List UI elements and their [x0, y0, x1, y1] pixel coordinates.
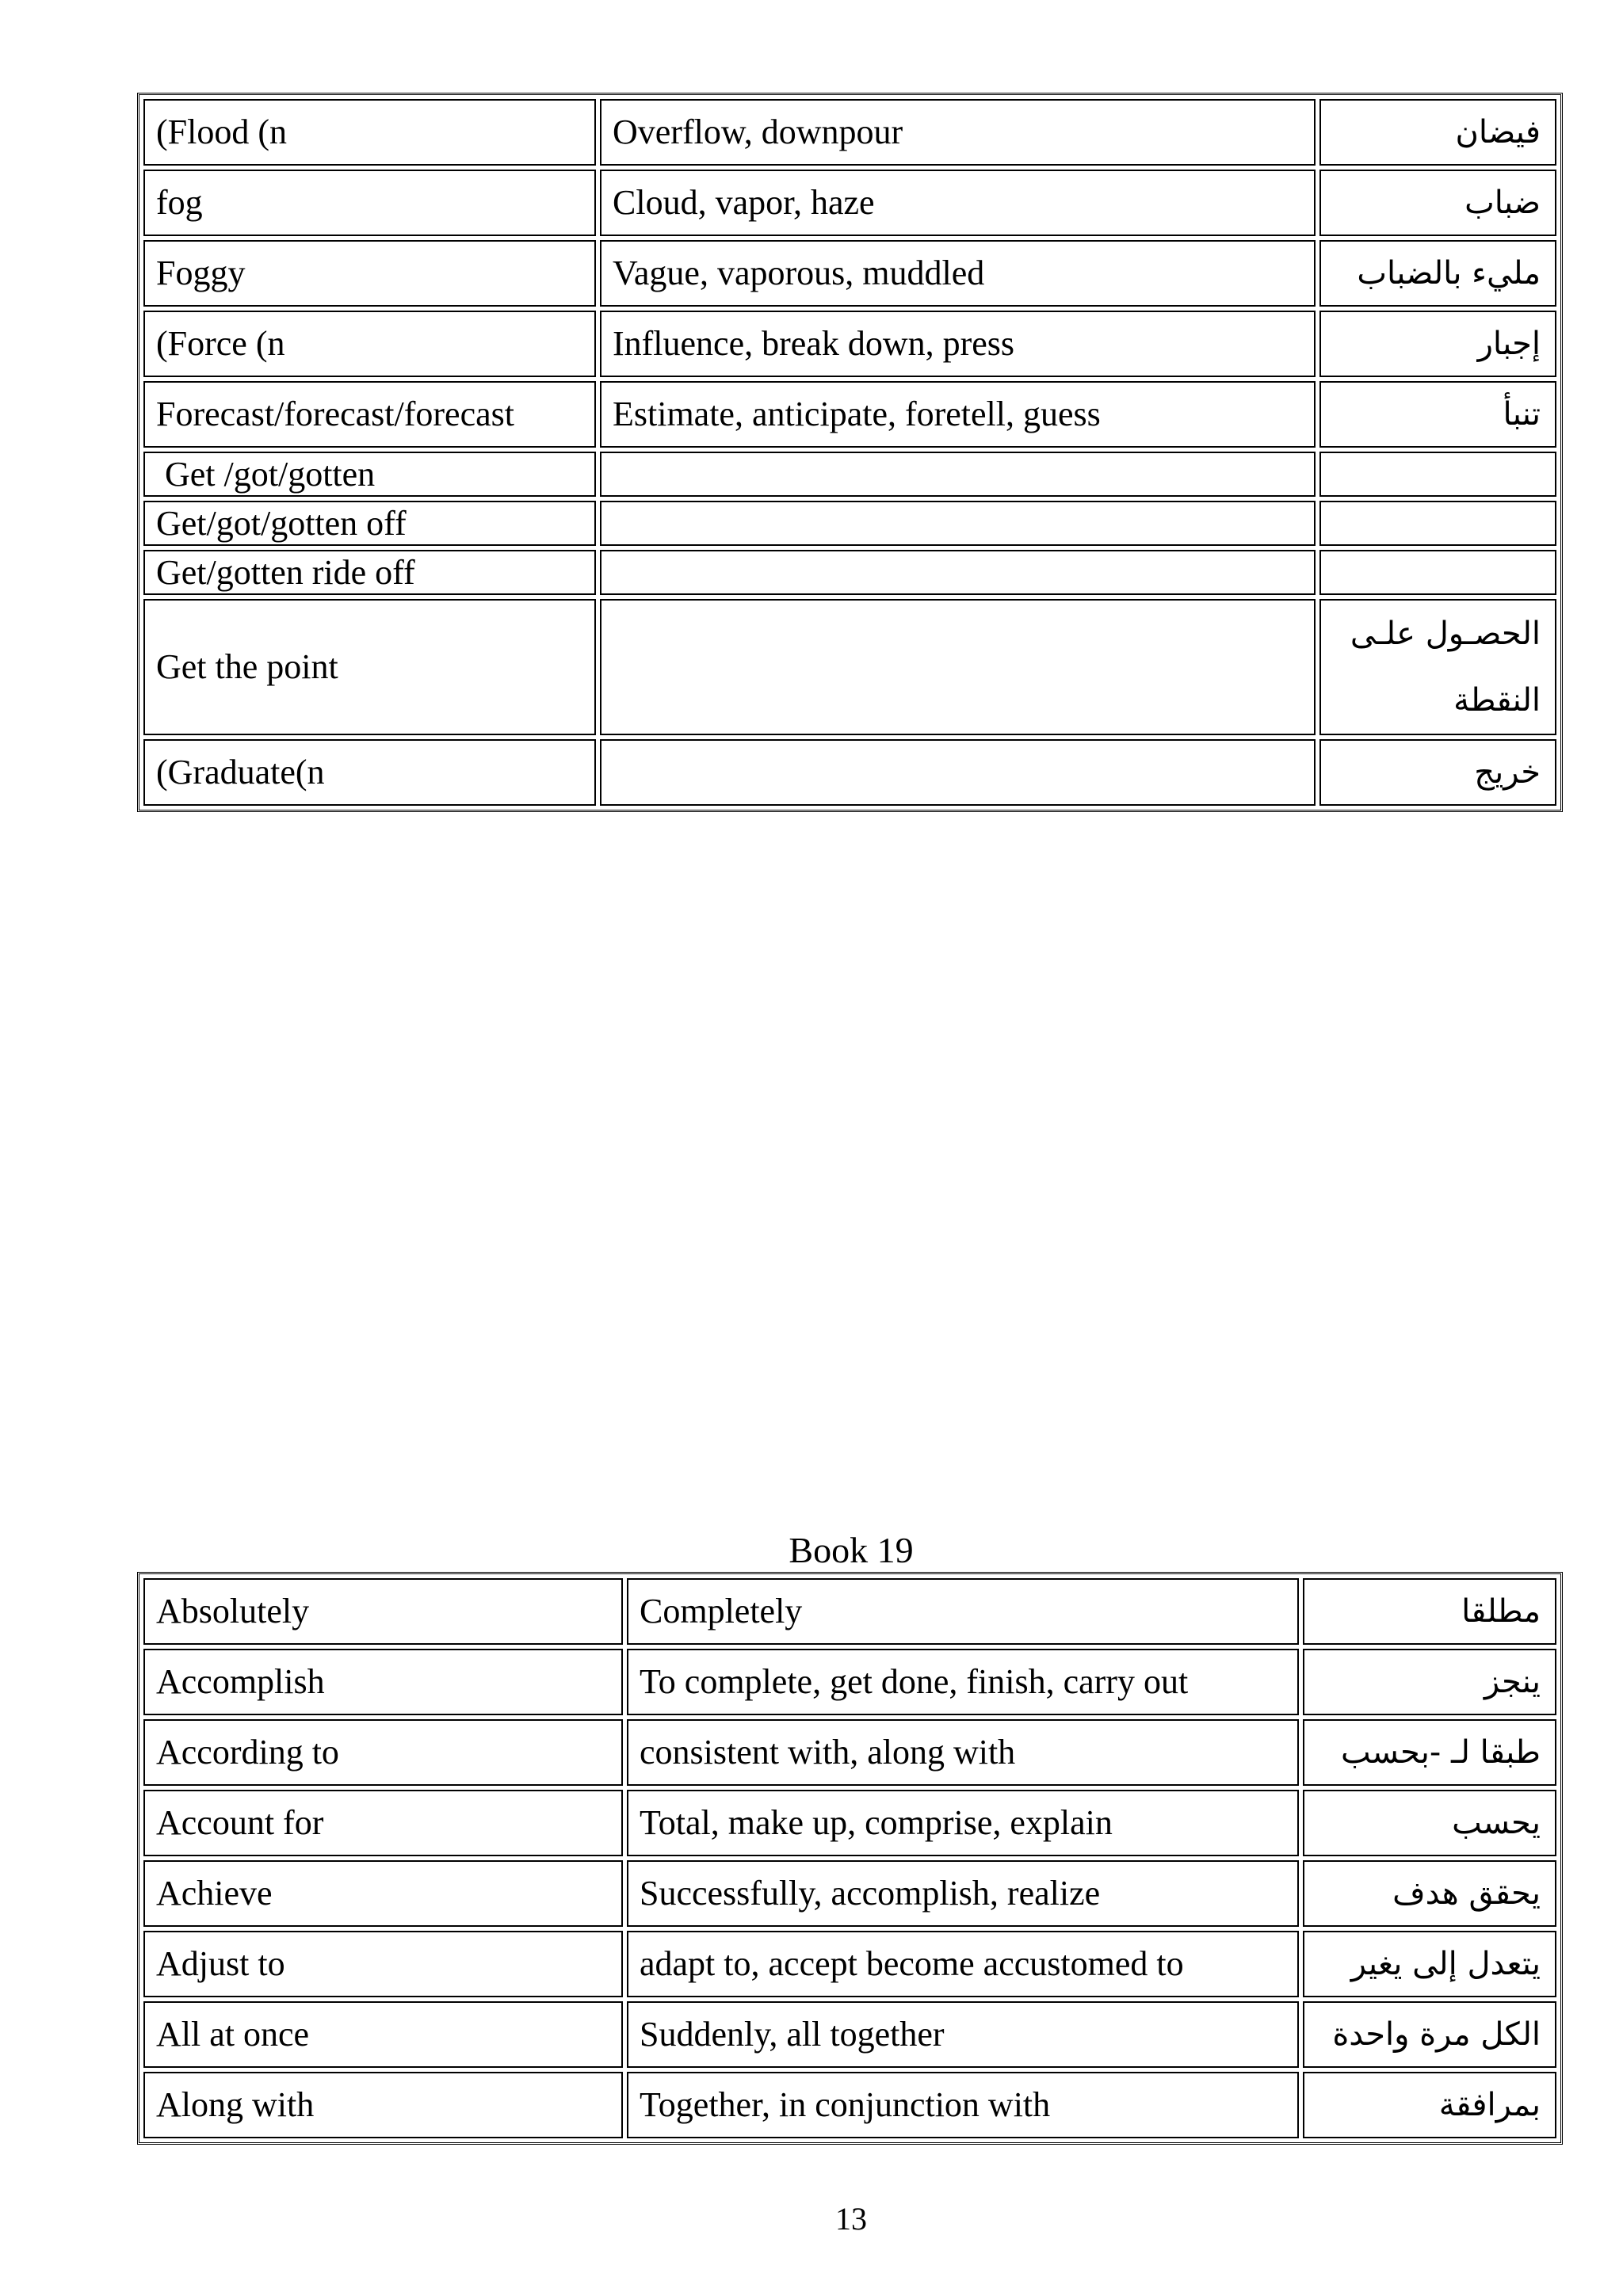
synonyms-cell: adapt to, accept become accustomed to — [627, 1931, 1299, 1997]
term-cell: Get /got/gotten — [143, 452, 596, 497]
arabic-cell: ضباب — [1319, 170, 1556, 236]
synonyms-cell — [600, 739, 1316, 806]
synonyms-cell: Completely — [627, 1578, 1299, 1645]
synonyms-cell: Successfully, accomplish, realize — [627, 1860, 1299, 1927]
arabic-cell: مليء بالضباب — [1319, 240, 1556, 307]
table-row — [143, 1931, 1556, 1997]
arabic-cell — [1319, 550, 1556, 595]
term-cell: All at once — [143, 2001, 623, 2068]
term-cell: Accomplish — [143, 1649, 623, 1715]
table-row — [143, 452, 1556, 497]
arabic-cell: يحقق هدف — [1303, 1860, 1556, 1927]
table-row — [143, 170, 1556, 236]
synonyms-cell: To complete, get done, finish, carry out — [627, 1649, 1299, 1715]
arabic-cell: طبقا لـ -بحسب — [1303, 1719, 1556, 1786]
term-cell: Foggy — [143, 240, 596, 307]
page-number: 13 — [835, 2201, 867, 2237]
term-cell: fog — [143, 170, 596, 236]
table-row — [143, 1578, 1556, 1645]
synonyms-cell: Together, in conjunction with — [627, 2072, 1299, 2138]
term-cell: Get/got/gotten off — [143, 501, 596, 546]
synonyms-cell: Influence, break down, press — [600, 311, 1316, 377]
synonyms-cell: Total, make up, comprise, explain — [627, 1790, 1299, 1856]
arabic-cell: الحصـول علـى النقطة — [1319, 599, 1556, 735]
synonyms-cell: Estimate, anticipate, foretell, guess — [600, 381, 1316, 448]
table-row — [143, 1719, 1556, 1786]
synonyms-cell: Vague, vaporous, muddled — [600, 240, 1316, 307]
term-cell: Get the point — [143, 599, 596, 735]
table-row — [143, 240, 1556, 307]
term-cell: Along with — [143, 2072, 623, 2138]
arabic-cell: بمرافقة — [1303, 2072, 1556, 2138]
table-row — [143, 2001, 1556, 2068]
table-row — [143, 550, 1556, 595]
table-row — [143, 1860, 1556, 1927]
arabic-cell: خريج — [1319, 739, 1556, 806]
term-cell: (Flood (n — [143, 99, 596, 166]
synonyms-cell: Overflow, downpour — [600, 99, 1316, 166]
arabic-cell: مطلقا — [1303, 1578, 1556, 1645]
arabic-cell: تنبأ — [1319, 381, 1556, 448]
table-row — [143, 381, 1556, 448]
section-heading: Book 19 — [789, 1530, 914, 1570]
arabic-cell: الكل مرة واحدة — [1303, 2001, 1556, 2068]
arabic-cell: ينجز — [1303, 1649, 1556, 1715]
table-row — [143, 501, 1556, 546]
term-cell: Absolutely — [143, 1578, 623, 1645]
arabic-cell: فيضان — [1319, 99, 1556, 166]
term-cell: Get/gotten ride off — [143, 550, 596, 595]
arabic-cell — [1319, 501, 1556, 546]
vocabulary-table-1 — [137, 93, 1563, 812]
table-row — [143, 311, 1556, 377]
table-row — [143, 1649, 1556, 1715]
arabic-cell: يتعدل إلى يغير — [1303, 1931, 1556, 1997]
term-cell: Forecast/forecast/forecast — [143, 381, 596, 448]
term-cell: According to — [143, 1719, 623, 1786]
term-cell: (Force (n — [143, 311, 596, 377]
table-row — [143, 99, 1556, 166]
synonyms-cell: Cloud, vapor, haze — [600, 170, 1316, 236]
synonyms-cell — [600, 599, 1316, 735]
arabic-cell — [1319, 452, 1556, 497]
synonyms-cell: Suddenly, all together — [627, 2001, 1299, 2068]
term-cell: Achieve — [143, 1860, 623, 1927]
term-cell: Adjust to — [143, 1931, 623, 1997]
table-row — [143, 2072, 1556, 2138]
synonyms-cell: consistent with, along with — [627, 1719, 1299, 1786]
synonyms-cell — [600, 501, 1316, 546]
table-row — [143, 739, 1556, 806]
table-row — [143, 1790, 1556, 1856]
arabic-cell: إجبار — [1319, 311, 1556, 377]
table-row — [143, 599, 1556, 735]
term-cell: (Graduate(n — [143, 739, 596, 806]
synonyms-cell — [600, 452, 1316, 497]
term-cell: Account for — [143, 1790, 623, 1856]
arabic-cell: يحسب — [1303, 1790, 1556, 1856]
synonyms-cell — [600, 550, 1316, 595]
vocabulary-table-2 — [137, 1572, 1563, 2145]
